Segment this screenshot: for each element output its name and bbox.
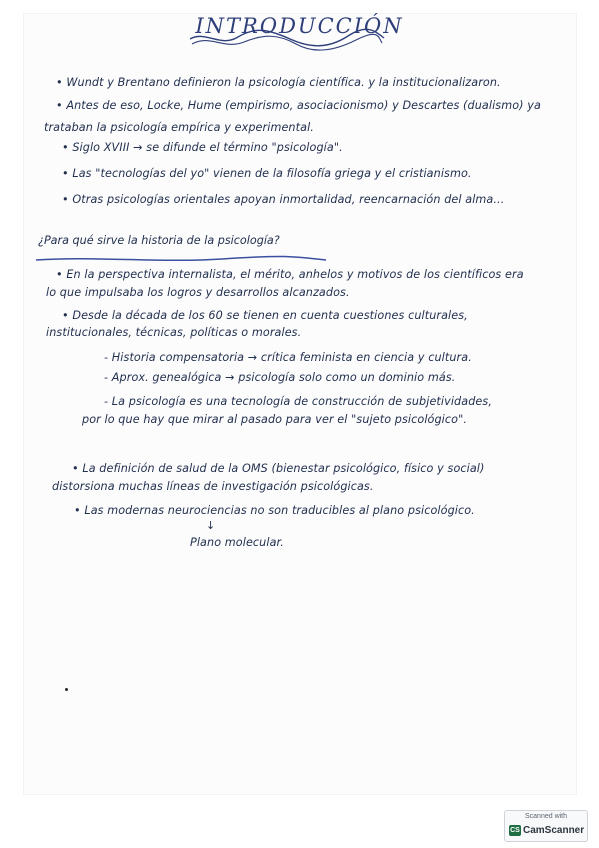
history-line-8: por lo que hay que mirar al pasado para ver el "sujeto psicológico".	[82, 413, 467, 426]
intro-line-4: • Siglo XVIII → se difunde el término "psicología".	[62, 141, 343, 154]
intro-line-2: • Antes de eso, Locke, Hume (empirismo, asociacionismo) y Descartes (dualismo) ya	[56, 99, 541, 112]
title-scribble	[186, 22, 386, 56]
health-line-4: Plano molecular.	[190, 536, 284, 549]
health-line-1: • La definición de salud de la OMS (bienestar psicológico, físico y social)	[72, 462, 485, 475]
history-line-1: • En la perspectiva internalista, el mérito, anhelos y motivos de los científicos era	[56, 268, 524, 281]
history-line-2: lo que impulsaba los logros y desarrollos alcanzados.	[46, 286, 350, 299]
camscanner-logo-icon: CS	[510, 827, 520, 834]
page-title: INTRODUCCIÓN	[195, 14, 404, 38]
section-underline	[32, 254, 332, 264]
pen-dot	[65, 688, 68, 691]
scanned-with-label: Scanned with	[524, 813, 568, 820]
intro-line-3: trataban la psicología empírica y experimental.	[44, 121, 314, 134]
history-line-6: - Aprox. genealógica → psicología solo como un dominio más.	[104, 371, 456, 384]
health-line-2: distorsiona muchas líneas de investigación psicológicas.	[52, 480, 374, 493]
history-line-4: institucionales, técnicas, políticas o morales.	[46, 326, 302, 339]
intro-line-6: • Otras psicologías orientales apoyan inmortalidad, reencarnación del alma...	[62, 193, 505, 206]
intro-line-1: • Wundt y Brentano definieron la psicología científica. y la institucionalizaron.	[56, 76, 501, 89]
intro-line-5: • Las "tecnologías del yo" vienen de la filosofía griega y el cristianismo.	[62, 167, 472, 180]
history-line-7: - La psicología es una tecnología de construcción de subjetividades,	[104, 395, 492, 408]
history-line-5: - Historia compensatoria → crítica feminista en ciencia y cultura.	[104, 351, 472, 364]
history-line-3: • Desde la década de los 60 se tienen en cuenta cuestiones culturales,	[62, 309, 468, 322]
camscanner-brand: CamScanner	[523, 825, 585, 836]
section-heading: ¿Para qué sirve la historia de la psicología?	[38, 234, 280, 247]
camscanner-badge	[504, 810, 588, 842]
down-arrow: ↓	[206, 519, 216, 532]
health-line-3: • Las modernas neurociencias no son traducibles al plano psicológico.	[74, 504, 475, 517]
